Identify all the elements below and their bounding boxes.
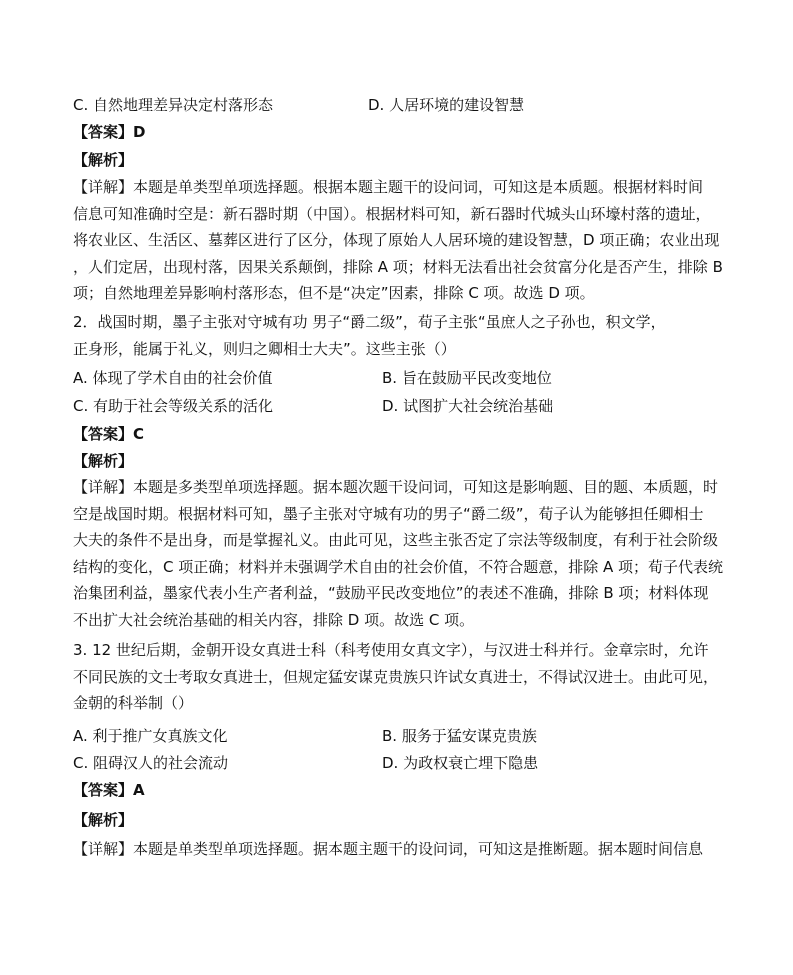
q2-detail-line: 不出扩大社会统治基础的相关内容，排除 D 项。故选 C 项。: [73, 610, 475, 629]
q1-option-c: C. 自然地理差异决定村落形态: [73, 96, 274, 114]
q3-stem-line: 不同民族的文士考取女真进士，但规定猛安谋克贵族只许试女真进士，不得试汉进士。由此可见，: [73, 667, 719, 686]
q2-answer: 【答案】C: [73, 425, 145, 443]
q2-detail-line: 【详解】本题是多类型单项选择题。据本题次题干设问词，可知这是影响题、目的题、本质题，时: [73, 478, 719, 496]
q3-stem-line: 金朝的科举制（）: [73, 694, 194, 712]
q1-analysis-label: 【解析】: [73, 151, 134, 169]
q3-stem: [73, 637, 719, 717]
q2-option-a: A. 体现了学术自由的社会价值: [73, 369, 273, 387]
q3-option-c: C. 阻碍汉人的社会流动: [73, 754, 229, 772]
q2-option-d: D. 试图扩大社会统治基础: [382, 397, 554, 415]
q1-detail-line: 项；自然地理差异影响村落形态，但不是“决定”因素，排除 C 项。故选 D 项。: [73, 284, 595, 302]
q2-stem-line: 2．战国时期，墨子主张对守城有功 男子“爵二级”，荀子主张“虽庶人之子孙也，积文学，: [73, 313, 666, 331]
q3-option-a: A. 利于推广女真族文化: [73, 727, 228, 745]
q1-detail: [73, 174, 723, 307]
q3-detail-line: 【详解】本题是单类型单项选择题。据本题主题干的设问词，可知这是推断题。据本题时间信息: [73, 840, 704, 858]
q3-stem-line: 3. 12 世纪后期，金朝开设女真进士科（科考使用女真文字），与汉进士科并行。金章宗时，允许: [73, 641, 709, 659]
q2-detail-line: 大夫的条件不是出身，而是掌握礼义。由此可见，这些主张否定了宗法等级制度，有利于社会阶级: [73, 531, 719, 549]
q2-detail-line: 空是战国时期。根据材料可知，墨子主张对守城有功的男子“爵二级”，荀子认为能够担任卿相士: [73, 504, 704, 523]
q3-detail: [73, 836, 704, 863]
q2-detail: [73, 474, 724, 633]
q1-answer: 【答案】D: [73, 123, 146, 141]
q2-stem-line: 正身形，能属于礼义，则归之卿相士大夫”。这些主张（）: [73, 339, 456, 358]
q2-option-b: B. 旨在鼓励平民改变地位: [382, 369, 552, 387]
q3-option-d: D. 为政权衰亡埋下隐患: [382, 754, 539, 772]
q2-option-c: C. 有助于社会等级关系的活化: [73, 397, 274, 415]
q2-detail-line: 结构的变化，C 项正确；材料并未强调学术自由的社会价值，不符合题意，排除 A 项；荀子代表统: [73, 557, 724, 576]
q1-option-d: D. 人居环境的建设智慧: [368, 96, 525, 114]
q3-answer: 【答案】A: [73, 781, 145, 799]
q1-detail-line: ，人们定居，出现村落，因果关系颠倒，排除 A 项；材料无法看出社会贫富分化是否产生，排除 B: [73, 257, 723, 276]
q3-analysis-label: 【解析】: [73, 811, 134, 829]
q1-detail-line: 【详解】本题是单类型单项选择题。根据本题主题干的设问词，可知这是本质题。根据材料时间: [73, 178, 704, 196]
q2-stem: [73, 309, 673, 362]
q3-option-b: B. 服务于猛安谋克贵族: [382, 727, 537, 745]
q1-detail-line: 将农业区、生活区、墓葬区进行了区分，体现了原始人人居环境的建设智慧，D 项正确；农业出现: [73, 231, 720, 249]
q2-detail-line: 治集团利益，墨家代表小生产者利益，“鼓励平民改变地位”的表述不准确，排除 B 项；材料体现: [73, 584, 709, 602]
q2-analysis-label: 【解析】: [73, 452, 134, 470]
q1-detail-line: 信息可知准确时空是：新石器时期（中国）。根据材料可知，新石器时代城头山环壕村落的遗址，: [73, 204, 711, 223]
